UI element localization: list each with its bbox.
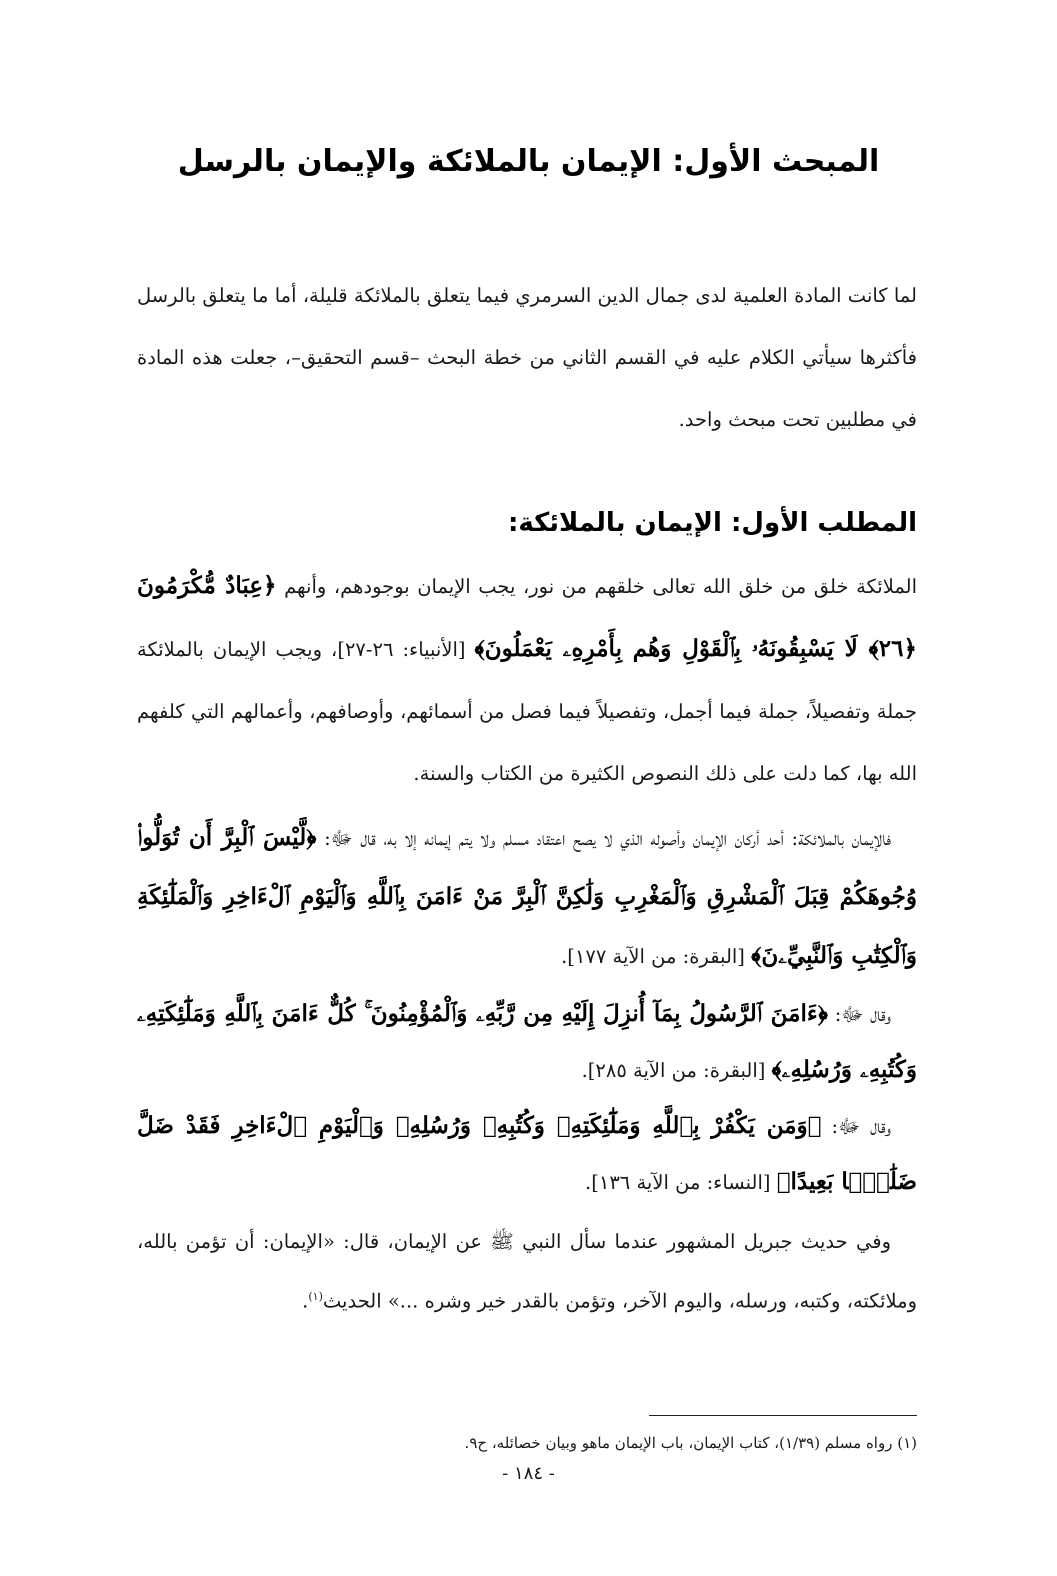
paragraph-verse-baqarah-285 xyxy=(137,986,917,1098)
verse-reference: [البقرة: من الآية ١٧٧]. xyxy=(561,945,745,968)
section-body xyxy=(137,555,917,1329)
footnote-marker[interactable]: (١) xyxy=(308,1290,323,1303)
paragraph-pillar xyxy=(137,809,917,986)
section-title: المطلب الأول: الإيمان بالملائكة: xyxy=(507,508,917,538)
quran-verse: ﴿لَّيْسَ ٱلْبِرَّ أَن تُوَلُّوا۟ وُجُوهَكُمْ قِبَلَ ٱلْمَشْرِقِ وَٱلْمَغْرِبِ وَلَٰكِنَّ ٱلْبِرَّ مَنْ ءَامَنَ بِٱللَّهِ وَٱلْيَوْمِ ٱلْءَاخِرِ وَٱلْمَلَٰٓئِكَةِ وَٱلْكِتَٰبِ وَٱلنَّبِيِّۦنَ﴾ xyxy=(137,824,917,969)
paragraph-text: ويجب الإيمان بالملائكة جملة وتفصيلاً، جملة فيما أجمل، وتفصيلاً فيما فصل من أسمائهم، وأوصافهم، وأعمالهم التي كلفهم الله بها، كما دلت على ذلك النصوص الكثيرة من الكتاب والسنة. xyxy=(137,638,917,785)
paragraph-text: وفي حديث جبريل المشهور عندما سأل النبي ﷺ عن الإيمان، قال: «الإيمان: أن تؤمن بالله، وملائكته، وكتبه، ورسله، واليوم الآخر، وتؤمن بالقدر خير وشره ...» الحديث xyxy=(137,1230,917,1313)
verse-reference: [النساء: من الآية ١٣٦]. xyxy=(585,1171,771,1194)
page-number: - ١٨٤ - xyxy=(502,1463,555,1484)
paragraph-angels xyxy=(137,555,917,805)
paragraph-text: وقال ﷻ: xyxy=(831,1115,891,1138)
verse-reference: [البقرة: من الآية ٢٨٥]. xyxy=(581,1059,766,1082)
paragraph-verse-nisa-136 xyxy=(137,1098,917,1210)
intro-paragraph xyxy=(137,265,917,451)
paragraph-hadith xyxy=(137,1214,917,1329)
paragraph-text: الملائكة خلق من خلق الله تعالى خلقهم من نور، يجب الإيمان بوجودهم، وأنهم xyxy=(284,575,918,598)
chapter-title: المبحث الأول: الإيمان بالملائكة والإيمان بالرسل xyxy=(177,144,880,179)
quran-verse: ﴿وَمَن يَكْفُرْ بِٱللَّهِ وَمَلَٰٓئِكَتِهِۦ وَكُتُبِهِۦ وَرُسُلِهِۦ وَٱلْيَوْمِ ٱلْءَاخِرِ فَقَدْ ضَلَّ ضَلَٰلًۢا بَعِيدًا﴾ xyxy=(137,1112,917,1195)
paragraph-text: فالإيمان بالملائكة: أحد أركان الإيمان وأصوله الذي لا يصح اعتقاد مسلم ولا يتم إيمانه إلا به، قال ﷻ: xyxy=(324,827,891,850)
intro-text: لما كانت المادة العلمية لدى جمال الدين السرمري فيما يتعلق بالملائكة قليلة، أما ما يتعلق بالرسل فأكثرها سيأتي الكلام عليه في القسم الثاني من خطة البحث –قسم التحقيق–، جعلت هذه المادة في مطلبين تحت مبحث واحد. xyxy=(137,284,917,431)
verse-reference: [الأنبياء: ٢٦-٢٧]، xyxy=(331,638,466,661)
quran-verse: ﴿ءَامَنَ ٱلرَّسُولُ بِمَآ أُنزِلَ إِلَيْهِ مِن رَّبِّهِۦ وَٱلْمُؤْمِنُونَ ۚ كُلٌّ ءَامَنَ بِٱللَّهِ وَمَلَٰٓئِكَتِهِۦ وَكُتُبِهِۦ وَرُسُلِهِۦ﴾ xyxy=(137,1000,917,1083)
paragraph-text: وقال ﷻ: xyxy=(834,1003,891,1026)
footnote: (١) رواه مسلم (١/٣٩)، كتاب الإيمان، باب الإيمان ماهو وبيان خصائله، ح٩. xyxy=(464,1434,917,1452)
quran-verse: ﴿عِبَادٌ مُّكْرَمُونَ ﴿٢٦﴾ لَا يَسْبِقُونَهُۥ بِٱلْقَوْلِ وَهُم بِأَمْرِهِۦ يَعْمَلُونَ﴾ xyxy=(137,572,917,662)
footnote-divider xyxy=(649,1415,917,1416)
paragraph-end: . xyxy=(302,1289,309,1313)
